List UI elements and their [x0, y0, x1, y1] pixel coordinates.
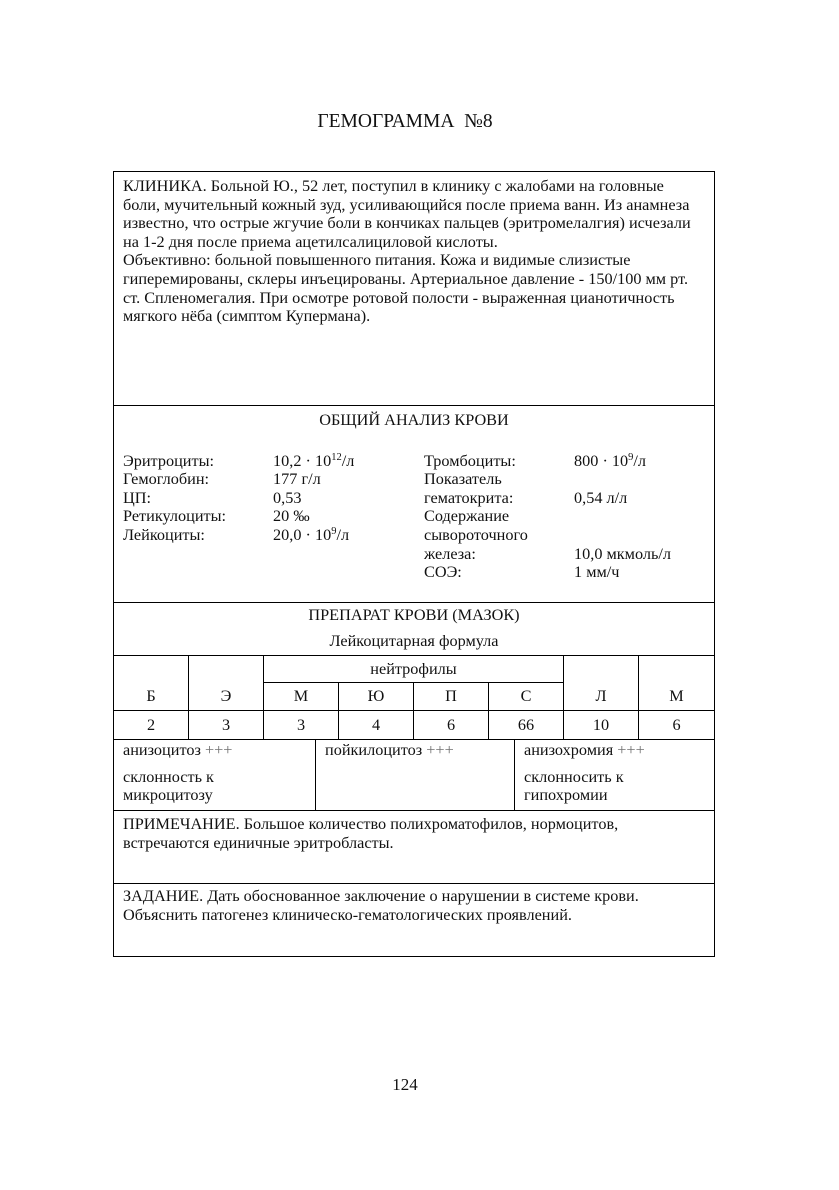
value-exponent: 9 [628, 451, 634, 463]
anisochromia-cell [515, 740, 714, 810]
clinical-text-line: ст. Спленомегалия. При осмотре ротовой полости - выраженная цианотичность [123, 288, 675, 307]
col-header-monocytes: М [639, 656, 714, 711]
value-band: 6 [414, 711, 489, 739]
col-header-band: П [414, 683, 489, 711]
value-exponent: 9 [331, 525, 337, 537]
label-line: Содержание [424, 507, 510, 526]
blood-count-left-column [123, 452, 423, 545]
clinical-text-line: боли, мучительный кожный зуд, усиливающийся после приема ванн. Из анамнеза [123, 195, 690, 214]
finding-grade: +++ [617, 741, 645, 759]
color-index-label: ЦП: [123, 488, 151, 507]
reticulocytes-row [123, 507, 423, 526]
platelets-label [424, 452, 574, 471]
leukocytes-label: Лейкоциты: [123, 525, 205, 544]
col-header-young: Ю [339, 683, 414, 711]
note-line: гипохромии [524, 786, 608, 805]
neutrophils-group-header: нейтрофилы [264, 656, 564, 683]
col-header-eosinophils: Э [189, 656, 264, 711]
hemoglobin-row [123, 470, 423, 489]
erythrocytes-value [273, 452, 423, 471]
value-young: 4 [339, 711, 414, 739]
finding-note [524, 768, 708, 805]
clinical-text-line: на 1-2 дня после приема ацетилсалициловой кислоты. [123, 232, 498, 251]
finding-note [123, 768, 309, 805]
label-line: Тромбоциты: [424, 451, 516, 470]
value-number: 800 · 10 [574, 451, 629, 470]
col-header-myelocytes: М [264, 683, 339, 711]
value-unit: /л [633, 451, 647, 470]
hemogram-form [113, 171, 715, 957]
anisocytosis-cell [114, 740, 316, 810]
blood-count-section [114, 405, 714, 602]
color-index-value: 0,53 [273, 488, 302, 507]
value-unit: /л [341, 451, 355, 470]
page-number: 124 [392, 1075, 418, 1094]
blood-count-heading: ОБЩИЙ АНАЛИЗ КРОВИ [319, 411, 509, 429]
serum-iron-label [424, 507, 574, 563]
finding-name: анизохромия [524, 741, 614, 759]
esr-row [424, 563, 709, 582]
esr-value: 1 мм/ч [574, 563, 620, 582]
platelets-row [424, 452, 709, 471]
task-text-line: Объяснить патогенез клиническо-гематологических проявлений. [123, 905, 572, 924]
page-title: ГЕМОГРАММА №8 [317, 111, 493, 132]
label-line: железа: [424, 544, 476, 563]
anisocytosis-finding [123, 741, 309, 760]
erythrocytes-row [123, 452, 423, 471]
anisochromia-finding [524, 741, 708, 760]
hemoglobin-label: Гемоглобин: [123, 470, 210, 489]
remark-section [114, 810, 714, 883]
clinical-text-line: КЛИНИКА. Больной Ю., 52 лет, поступил в клинику с жалобами на головные [123, 177, 664, 195]
erythrocytes-label: Эритроциты: [123, 451, 215, 470]
blood-count-values [114, 452, 714, 592]
clinical-text-line: Объективно: больной повышенного питания. Кожа и видимые слизистые [123, 251, 631, 270]
hematocrit-row [424, 470, 709, 507]
label-line: Показатель [424, 470, 502, 489]
poikilocytosis-finding [325, 741, 508, 760]
leukocyte-formula-heading: Лейкоцитарная формула [329, 631, 499, 650]
clinical-section [114, 172, 714, 405]
reticulocytes-value: 20 ‰ [273, 507, 310, 526]
blood-count-right-column [424, 452, 709, 582]
hematocrit-value: 0,54 л/л [574, 488, 628, 507]
platelets-value [574, 452, 709, 471]
clinical-text-line: известно, что острые жгучие боли в кончиках пальцев (эритромелалгия) исчезали [123, 214, 691, 233]
col-header-segmented: С [489, 683, 564, 711]
value-unit: /л [336, 525, 350, 544]
leukocyte-formula-table [114, 655, 714, 739]
poikilocytosis-cell [316, 740, 515, 810]
color-index-row [123, 489, 423, 508]
note-line: склонность к [123, 767, 214, 786]
value-myelocytes: 3 [264, 711, 339, 739]
smear-section [114, 602, 714, 655]
leukocytes-value [273, 526, 423, 545]
reticulocytes-label: Ретикулоциты: [123, 507, 227, 526]
value-lymphocytes: 10 [564, 711, 639, 739]
col-header-lymphocytes: Л [564, 656, 639, 711]
hemoglobin-value: 177 г/л [273, 470, 321, 489]
hematocrit-label [424, 470, 574, 507]
finding-grade: +++ [204, 741, 233, 759]
smear-heading: ПРЕПАРАТ КРОВИ (МАЗОК) [308, 606, 520, 624]
leukocytes-row [123, 526, 423, 545]
label-line: гематокрита: [424, 488, 514, 507]
col-header-basophils: Б [114, 656, 189, 711]
value-basophils: 2 [114, 711, 189, 739]
esr-label [424, 563, 574, 582]
serum-iron-value: 10,0 мкмоль/л [574, 544, 672, 563]
task-text-line: ЗАДАНИЕ. Дать обоснованное заключение о нарушении в системе крови. [123, 887, 639, 905]
value-eosinophils: 3 [189, 711, 264, 739]
value-number: 10,2 · 10 [273, 451, 332, 470]
finding-grade: +++ [426, 741, 454, 759]
clinical-text-line: мягкого нёба (симптом Купермана). [123, 307, 371, 326]
remark-text-line: встречаются единичные эритробласты. [123, 833, 394, 852]
value-exponent: 12 [331, 451, 342, 463]
value-segmented: 66 [489, 711, 564, 739]
morphology-section [114, 739, 714, 810]
finding-name: пойкилоцитоз [325, 741, 423, 759]
label-line: сывороточного [424, 525, 528, 544]
serum-iron-row [424, 507, 709, 563]
value-monocytes: 6 [672, 715, 681, 734]
note-line: микроцитозу [123, 786, 213, 805]
note-line: склонносить к [524, 767, 624, 786]
remark-text-line: ПРИМЕЧАНИЕ. Большое количество полихроматофилов, нормоцитов, [123, 815, 619, 833]
task-section [114, 883, 714, 956]
finding-name: анизоцитоз [123, 741, 201, 759]
value-number: 20,0 · 10 [273, 525, 332, 544]
label-line: СОЭ: [424, 563, 462, 582]
clinical-text-line: гиперемированы, склеры инъецированы. Артериальное давление - 150/100 мм рт. [123, 269, 689, 288]
